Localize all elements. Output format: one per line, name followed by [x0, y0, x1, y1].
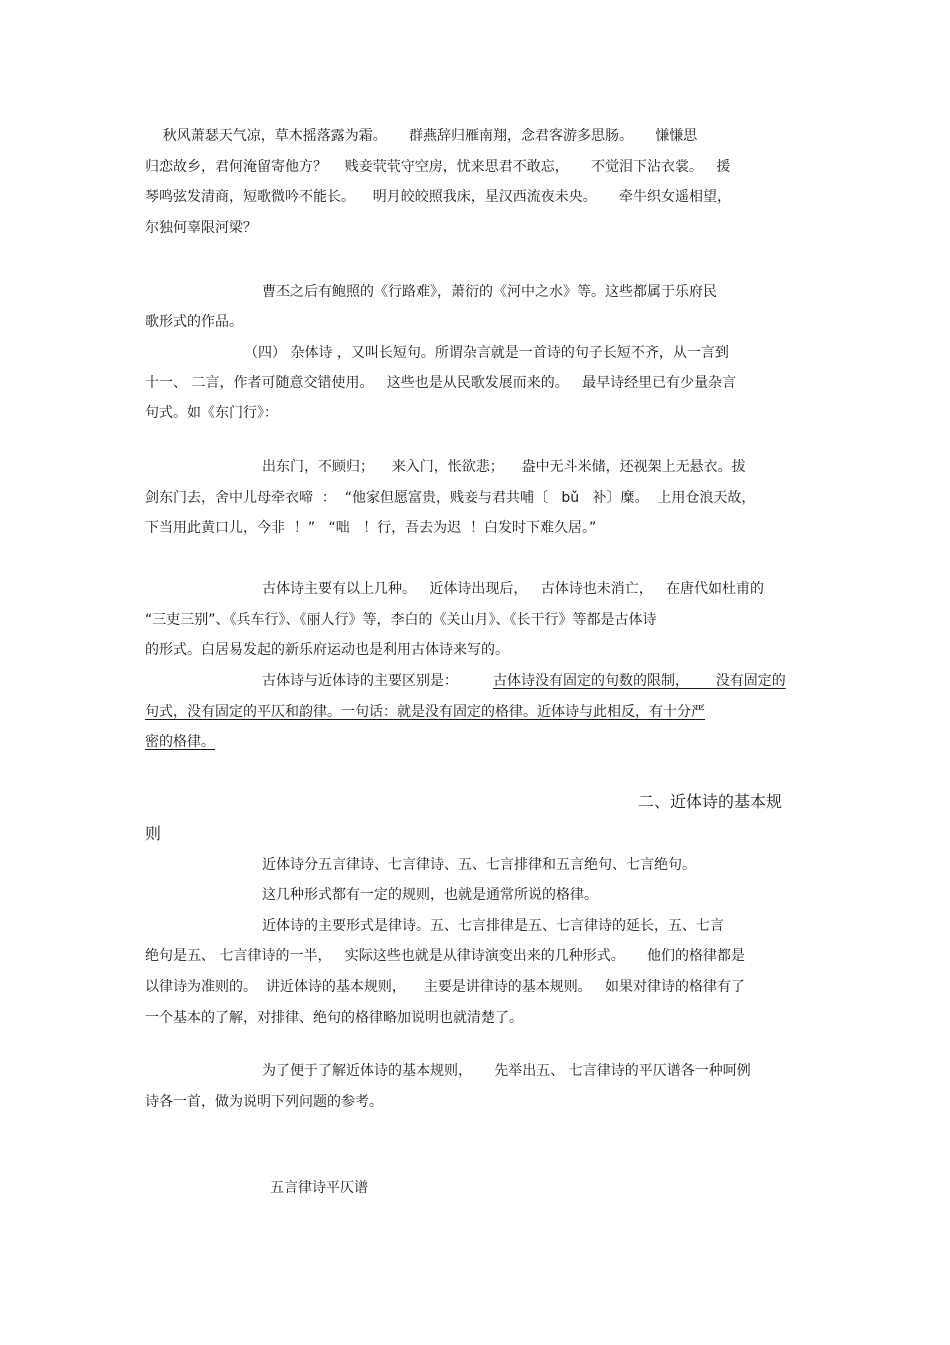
subheading: 五言律诗平仄谱 [270, 1180, 368, 1196]
paragraph-line: 为了便于了解近体诗的基本规则， 先举出五、 七言律诗的平仄谱各一种呵例 [262, 1063, 751, 1079]
paragraph-line: 十一、 二言，作者可随意交错使用。 这些也是从民歌发展而来的。 最早诗经里已有少量杂言 [145, 375, 737, 391]
section-heading-part: 二、近体诗的基本规 [638, 792, 783, 811]
paragraph-line: 这几种形式都有一定的规则，也就是通常所说的格律。 [262, 887, 598, 903]
paragraph-line: 近体诗分五言律诗、七言律诗、五、七言排律和五言绝句、七言绝句。 [262, 857, 696, 873]
poem-line: 秋风萧瑟天气凉，草木摇落露为霜。 群燕辞归雁南翔，念君客游多思肠。 慊慊思 [145, 128, 698, 144]
poem-line: 出东门，不顾归； 来入门，怅欲悲； 盎中无斗米储，还视架上无悬衣。拔 [262, 459, 746, 475]
underlined-text: 句式，没有固定的平仄和韵律。一句话：就是没有固定的格律。近体诗与此相反，有十分严 [145, 704, 705, 720]
paragraph-line: 句式。如《东门行》： [145, 405, 278, 421]
section-heading-part: 则 [145, 824, 162, 843]
paragraph-line: 的形式。白居易发起的新乐府运动也是利用古体诗来写的。 [145, 642, 509, 658]
poem-line: 琴鸣弦发清商，短歌微吟不能长。 明月皎皎照我床，星汉西流夜未央。 牵牛织女遥相望， [145, 189, 732, 205]
paragraph-line: 歌形式的作品。 [145, 314, 243, 330]
paragraph-line: 绝句是五、 七言律诗的一半， 实际这些也就是从律诗演变出来的几种形式。 他们的格律都是 [145, 948, 746, 964]
poem-line: 下当用此黄口儿，今非 ！” “咄 ！行，吾去为迟 ！白发时下难久居。” [145, 520, 597, 536]
underlined-text: 密的格律。 [145, 734, 215, 750]
paragraph-line: 以律诗为准则的。 讲近体诗的基本规则， 主要是讲律诗的基本规则。 如果对律诗的格律有了 [145, 979, 746, 995]
underlined-text: 古体诗没有固定的句数的限制， 没有固定的 [493, 673, 786, 689]
paragraph-line: 曹丕之后有鲍照的《行路难》，萧衍的《河中之水》等。这些都属于乐府民 [262, 284, 717, 300]
paragraph-line: 一个基本的了解，对排律、绝句的格律略加说明也就清楚了。 [145, 1010, 523, 1026]
paragraph-line: 古体诗与近体诗的主要区别是： [262, 673, 458, 689]
poem-line: 归恋故乡，君何淹留寄他方？ 贱妾茕茕守空房，忧来思君不敢忘， 不觉泪下沾衣裳。 援 [145, 159, 731, 175]
paragraph-line: 古体诗主要有以上几种。 近体诗出现后， 古体诗也未消亡， 在唐代如杜甫的 [262, 581, 765, 597]
paragraph-line: 诗各一首，做为说明下列问题的参考。 [145, 1094, 383, 1110]
poem-line: 剑东门去，舍中儿母牵衣啼 ： “他家但愿富贵，贱妾与君共哺〔 bǔ 补〕糜。 上用仓浪天故， [145, 490, 756, 506]
paragraph-line: 近体诗的主要形式是律诗。五、七言排律是五、七言律诗的延长，五、七言 [262, 918, 724, 934]
poem-line: 尔独何辜限河梁？ [145, 220, 257, 236]
paragraph-line: “三吏三别”、《兵车行》、《丽人行》等，李白的《关山月》、《长干行》等都是古体诗 [145, 612, 657, 628]
paragraph-line: （四） 杂体诗 ，又叫长短句。所谓杂言就是一首诗的句子长短不齐，从一言到 [244, 345, 729, 361]
